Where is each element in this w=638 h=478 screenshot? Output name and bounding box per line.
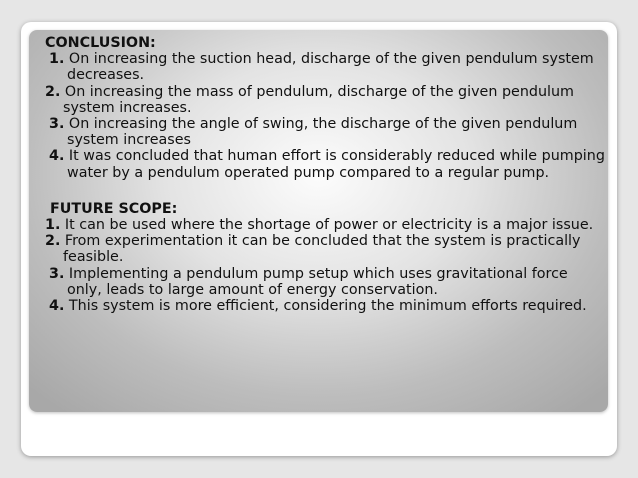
item-text: It was concluded that human effort is considerably reduced while pumping water by a pendulum operated pump compared to a regular pump. <box>64 148 605 181</box>
future-scope-item-4 <box>49 298 605 314</box>
item-number: 2. <box>45 83 61 100</box>
future-scope-heading: FUTURE SCOPE: <box>50 200 178 217</box>
item-text: Implementing a pendulum pump setup which uses gravitational force only, leads to large amount of energy conservation. <box>64 265 568 298</box>
item-number: 4. <box>49 148 65 165</box>
item-text: It can be used where the shortage of power or electricity is a major issue. <box>60 217 594 234</box>
conclusion-item-1 <box>49 51 605 83</box>
future-scope-item-3 <box>49 266 605 298</box>
item-text: From experimentation it can be concluded that the system is practically feasible. <box>60 233 581 266</box>
slide-text <box>45 35 605 314</box>
item-number: 1. <box>49 51 65 68</box>
conclusion-item-3 <box>49 116 605 148</box>
item-number: 3. <box>49 116 65 133</box>
item-number: 3. <box>49 265 65 282</box>
item-number: 1. <box>45 217 61 234</box>
future-scope-item-2 <box>45 233 605 265</box>
future-scope-item-1 <box>45 217 605 233</box>
conclusion-item-4 <box>49 148 605 180</box>
conclusion-heading: CONCLUSION: <box>45 35 156 51</box>
item-number: 2. <box>45 233 61 250</box>
section-gap <box>45 181 605 201</box>
item-number: 4. <box>49 298 65 315</box>
item-text: On increasing the angle of swing, the discharge of the given pendulum system increases <box>64 116 578 149</box>
item-text: On increasing the suction head, discharge of the given pendulum system decreases. <box>64 51 594 84</box>
item-text: On increasing the mass of pendulum, discharge of the given pendulum system increases. <box>60 83 574 116</box>
conclusion-item-2 <box>45 84 605 116</box>
item-text: This system is more efficient, considering the minimum efforts required. <box>64 298 587 315</box>
